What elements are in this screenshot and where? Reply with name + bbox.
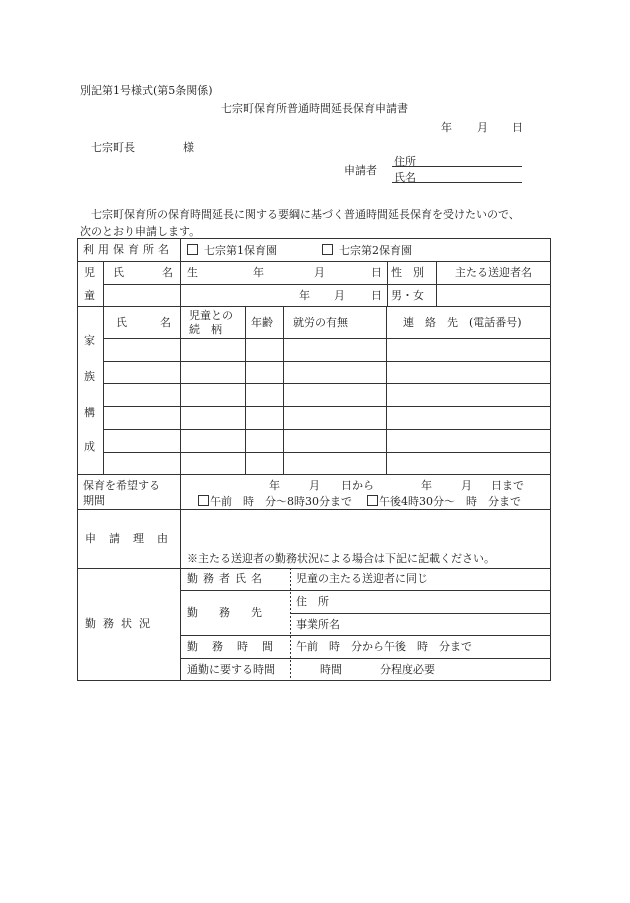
date-day: 日 bbox=[512, 121, 523, 134]
form-grid bbox=[77, 238, 551, 681]
name-label: 氏名 bbox=[394, 171, 416, 184]
period-until-year: 年 bbox=[421, 479, 432, 492]
family-name-char-1: 氏 bbox=[116, 316, 127, 329]
period-from-month: 月 bbox=[309, 479, 320, 492]
commute-minutes: 分程度必要 bbox=[380, 663, 435, 676]
checkbox-icon[interactable] bbox=[198, 495, 209, 506]
period-label-2: 期間 bbox=[83, 494, 105, 507]
applicant-label: 申請者 bbox=[344, 164, 377, 177]
facility-option-2[interactable] bbox=[322, 244, 412, 257]
child-label-2: 童 bbox=[84, 289, 95, 302]
addressee: 七宗町長 bbox=[91, 141, 135, 154]
name-line[interactable] bbox=[392, 182, 522, 183]
intro-line-2: 次のとおり申請します。 bbox=[80, 225, 201, 238]
facility-label: 利用保育所名 bbox=[83, 243, 173, 256]
sex-options[interactable]: 男・女 bbox=[391, 289, 424, 302]
family-label-1: 家 bbox=[84, 334, 95, 347]
checkbox-icon[interactable] bbox=[322, 244, 333, 255]
pm-option[interactable] bbox=[367, 495, 521, 508]
reason-note: ※主たる送迎者の勤務状況による場合は下記に記載ください。 bbox=[187, 552, 495, 565]
form-title: 七宗町保育所普通時間延長保育申請書 bbox=[221, 102, 408, 115]
family-name-label bbox=[116, 317, 171, 329]
address-line[interactable] bbox=[392, 166, 522, 167]
birth-month: 月 bbox=[314, 266, 325, 279]
worker-name-label: 勤務者氏名 bbox=[187, 572, 267, 585]
reason-label: 申請理由 bbox=[85, 532, 181, 545]
am-option-label: 午前 時 分〜8時30分まで bbox=[210, 495, 352, 508]
pm-option-label: 午後4時30分〜 時 分まで bbox=[379, 495, 521, 508]
birth-label: 生 bbox=[187, 266, 198, 279]
application-form bbox=[77, 238, 551, 681]
period-until-month: 月 bbox=[461, 479, 472, 492]
work-hours-value: 午前 時 分から午後 時 分まで bbox=[296, 640, 472, 653]
checkbox-icon[interactable] bbox=[187, 244, 198, 255]
checkbox-icon[interactable] bbox=[367, 495, 378, 506]
main-escort-label: 主たる送迎者名 bbox=[455, 266, 532, 279]
family-label-3: 構 bbox=[84, 406, 95, 419]
period-label-1: 保育を希望する bbox=[83, 479, 160, 492]
form-number: 別記第1号様式(第5条関係) bbox=[80, 84, 213, 97]
facility-option-1[interactable] bbox=[187, 244, 277, 257]
am-option[interactable] bbox=[198, 495, 352, 508]
child-name-char-2: 名 bbox=[162, 266, 173, 279]
family-name-char-2: 名 bbox=[160, 316, 171, 329]
workplace-address-label: 住 所 bbox=[296, 595, 329, 608]
facility-option-1-label: 七宗第1保育園 bbox=[204, 244, 277, 257]
work-hours-label: 勤務時間 bbox=[187, 640, 287, 653]
child-year: 年 bbox=[299, 289, 310, 302]
contact-label: 連 絡 先 (電話番号) bbox=[403, 316, 522, 329]
child-name-label bbox=[113, 267, 173, 279]
workplace-name-label: 事業所名 bbox=[296, 618, 340, 631]
age-label: 年齢 bbox=[251, 316, 273, 329]
relation-label-1: 児童との bbox=[189, 309, 233, 322]
family-label-2: 族 bbox=[84, 370, 95, 383]
birth-year: 年 bbox=[253, 266, 264, 279]
employment-label: 就労の有無 bbox=[293, 316, 348, 329]
address-label: 住所 bbox=[394, 155, 416, 168]
sex-label: 性 別 bbox=[391, 266, 424, 279]
date-year: 年 bbox=[441, 121, 452, 134]
child-label-1: 児 bbox=[84, 266, 95, 279]
relation-label-2: 続 柄 bbox=[189, 323, 222, 336]
birth-day: 日 bbox=[371, 266, 382, 279]
commute-label: 通勤に要する時間 bbox=[187, 663, 275, 676]
child-name-char-1: 氏 bbox=[113, 266, 124, 279]
period-until-suffix: 日まで bbox=[491, 479, 524, 492]
child-day: 日 bbox=[371, 289, 382, 302]
workplace-label: 勤務先 bbox=[187, 606, 283, 619]
date-month: 月 bbox=[477, 121, 488, 134]
intro-line-1: 七宗町保育所の保育時間延長に関する要綱に基づく普通時間延長保育を受けたいので、 bbox=[91, 208, 520, 221]
family-label-4: 成 bbox=[84, 440, 95, 453]
period-from-year: 年 bbox=[269, 479, 280, 492]
period-from-suffix: 日から bbox=[341, 479, 374, 492]
facility-option-2-label: 七宗第2保育園 bbox=[339, 244, 412, 257]
honorific: 様 bbox=[183, 141, 194, 154]
work-status-label: 勤務状況 bbox=[85, 617, 157, 630]
commute-hours: 時間 bbox=[320, 663, 342, 676]
child-month: 月 bbox=[334, 289, 345, 302]
worker-name-value: 児童の主たる送迎者に同じ bbox=[296, 572, 428, 585]
